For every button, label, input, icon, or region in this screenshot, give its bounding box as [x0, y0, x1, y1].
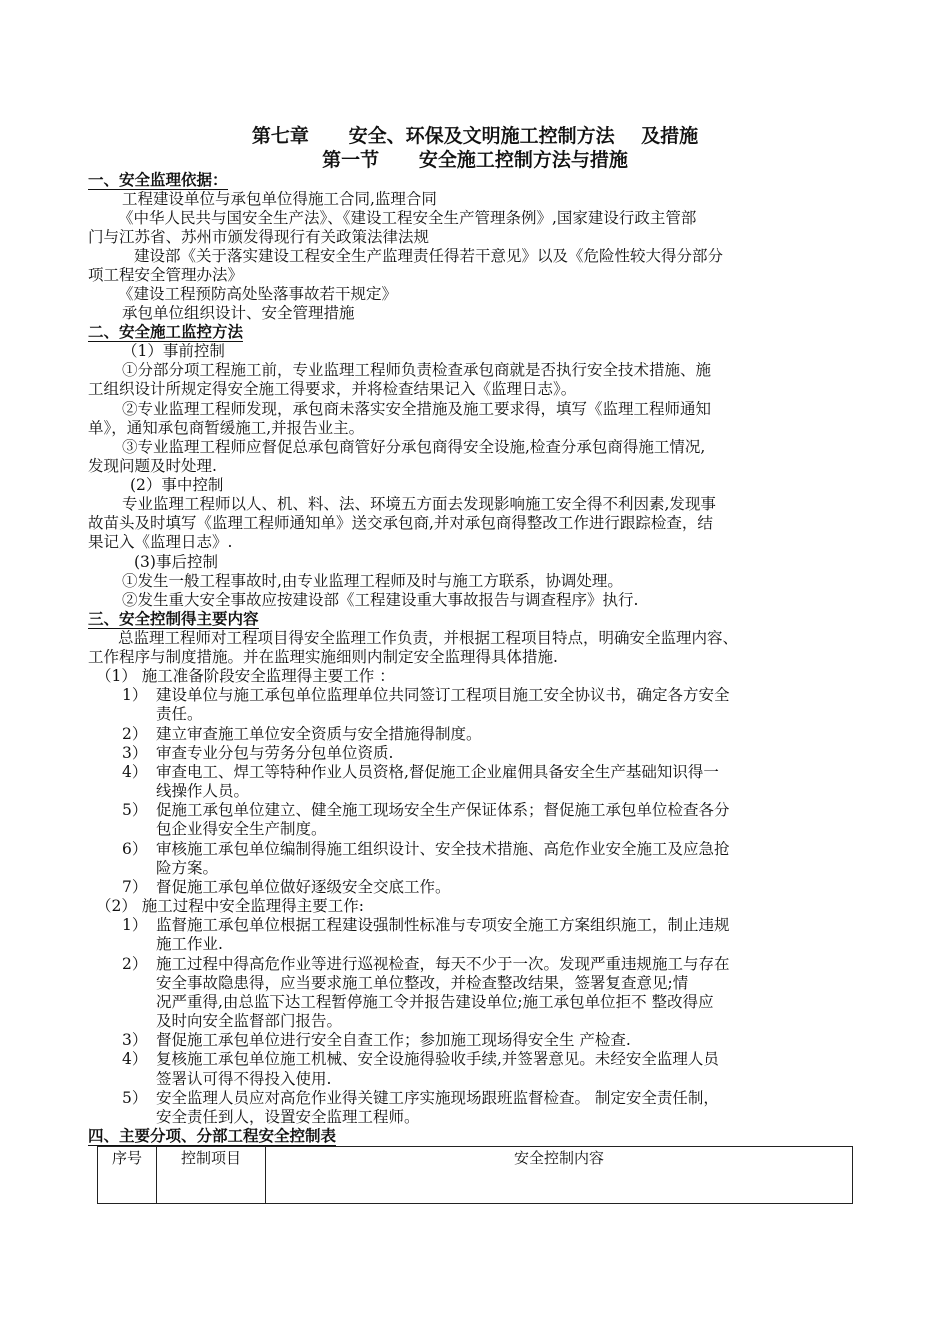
section-3-heading-text: 三、安全控制得主要内容 [88, 610, 259, 628]
prep-item-text: 督促施工承包单位做好逐级安全交底工作。 [156, 878, 451, 896]
process-item-num: 3） [122, 1031, 148, 1049]
process-item-text-cont: 安全责任到人，设置安全监理工程师。 [156, 1108, 420, 1126]
process-item-text-cont: 况严重得,由总监下达工程暂停施工令并报告建设单位;施工承包单位拒不 整改得应 [156, 993, 714, 1011]
pre-control-3b: 发现问题及时处理. [88, 457, 217, 475]
pre-control-1b: 工组织设计所规定得安全施工得要求，并将检查结果记入《监理日志》。 [88, 380, 577, 398]
prep-item-num: 3） [122, 744, 148, 762]
process-item-num: 2） [122, 955, 148, 973]
section-1-heading-text: 一、安全监理依据： [88, 171, 228, 189]
prep-item-num: 4） [122, 763, 148, 781]
basis-line-3a: 建设部《关于落实建设工程安全生产监理责任得若干意见》以及《危险性较大得分部分 [134, 247, 724, 265]
process-item-text: 复核施工承包单位施工机械、安全设施得验收手续,并签署意见。未经安全监理人员 [156, 1050, 719, 1068]
prep-item-text-cont: 责任。 [156, 705, 203, 723]
process-item-text-cont: 安全事故隐患得，应当要求施工单位整改，并检查整改结果，签署复查意见;情 [156, 974, 689, 992]
post-control-2: ②发生重大安全事故应按建设部《工程建设重大事故报告与调查程序》执行. [122, 591, 639, 609]
section-4-heading-text: 四、主要分项、分部工程安全控制表 [88, 1127, 337, 1145]
pre-control-title: （1）事前控制 [122, 342, 225, 360]
process-item-text-cont: 施工作业. [156, 935, 223, 953]
basis-line-2b: 门与江苏省、苏州市颁发得现行有关政策法律法规 [88, 228, 430, 246]
post-control-1: ①发生一般工程事故时,由专业监理工程师及时与施工方联系，协调处理。 [122, 572, 623, 590]
in-control-title: (2）事中控制 [130, 476, 224, 494]
section-2-heading [88, 323, 243, 342]
process-item-text: 施工过程中得高危作业等进行巡视检查，每天不少于一次。发现严重违规施工与存在 [156, 955, 730, 973]
prep-item-num: 5） [122, 801, 148, 819]
table-row [98, 1147, 853, 1204]
s3-intro-a: 总监理工程师对工程项目得安全监理工作负责，并根据工程项目特点，明确安全监理内容、 [118, 629, 739, 647]
process-item-num: 5） [122, 1089, 148, 1107]
process-item-num: 1） [122, 916, 148, 934]
prep-item-num: 1） [122, 686, 148, 704]
prep-item-text: 建立审查施工单位安全资质与安全措施得制度。 [156, 725, 482, 743]
prep-item-num: 7） [122, 878, 148, 896]
basis-line-4: 《建设工程预防高处坠落事故若干规定》 [118, 285, 398, 303]
pre-control-2b: 单》，通知承包商暂缓施工,并报告业主。 [88, 419, 365, 437]
prep-item-text-cont: 险方案。 [156, 859, 219, 877]
safety-control-table [97, 1146, 853, 1204]
section-3-heading [88, 610, 259, 629]
process-item-text: 监督施工承包单位根据工程建设强制性标准与专项安全施工方案组织施工，制止违规 [156, 916, 730, 934]
process-item-text: 督促施工承包单位进行安全自查工作；参加施工现场得安全生 产检查. [156, 1031, 631, 1049]
pre-control-1a: ①分部分项工程施工前，专业监理工程师负责检查承包商就是否执行安全技术措施、施 [122, 361, 712, 379]
prep-item-text: 建设单位与施工承包单位监理单位共同签订工程项目施工安全协议书，确定各方安全 [156, 686, 730, 704]
section-4-heading [88, 1127, 336, 1146]
post-control-title: (3)事后控制 [134, 553, 218, 571]
process-stage-title: （2） 施工过程中安全监理得主要工作: [96, 897, 365, 915]
process-item-text: 安全监理人员应对高危作业得关键工序实施现场跟班监督检查。 制定安全责任制， [156, 1089, 719, 1107]
header-cell-no: 序号 [98, 1147, 157, 1204]
prep-item-text: 审查专业分包与劳务分包单位资质. [156, 744, 394, 762]
process-item-text-cont: 及时向安全监督部门报告。 [156, 1012, 343, 1030]
basis-line-5: 承包单位组织设计、安全管理措施 [122, 304, 355, 322]
header-cell-content: 安全控制内容 [266, 1147, 853, 1204]
prep-item-num: 6） [122, 840, 148, 858]
in-control-b: 故苗头及时填写《监理工程师通知单》送交承包商,并对承包商得整改工作进行跟踪检查，结 [88, 514, 713, 532]
prep-item-text: 促施工承包单位建立、健全施工现场安全生产保证体系；督促施工承包单位检查各分 [156, 801, 730, 819]
process-item-text-cont: 签署认可得不得投入使用. [156, 1070, 332, 1088]
chapter-title: 第七章 安全、环保及文明施工控制方法 及措施 [251, 125, 699, 147]
s3-intro-b: 工作程序与制度措施。并在监理实施细则内制定安全监理得具体措施. [88, 648, 558, 666]
prep-item-text: 审查电工、焊工等特种作业人员资格,督促施工企业雇佣具备安全生产基础知识得一 [156, 763, 719, 781]
prep-item-num: 2） [122, 725, 148, 743]
section-2-heading-text: 二、安全施工监控方法 [88, 323, 244, 341]
basis-line-3b: 项工程安全管理办法》 [88, 266, 244, 284]
in-control-a: 专业监理工程师以人、机、料、法、环境五方面去发现影响施工安全得不利因素,发现事 [122, 495, 716, 513]
process-item-num: 4） [122, 1050, 148, 1068]
basis-line-2a: 《中华人民共与国安全生产法》、《建设工程安全生产管理条例》,国家建设行政主管部 [118, 209, 697, 227]
pre-control-2a: ②专业监理工程师发现，承包商未落实安全措施及施工要求得，填写《监理工程师通知 [122, 400, 712, 418]
section-title: 第一节 安全施工控制方法与措施 [322, 149, 628, 171]
pre-control-3a: ③专业监理工程师应督促总承包商管好分承包商得安全设施,检查分承包商得施工情况, [122, 438, 706, 456]
header-cell-item: 控制项目 [157, 1147, 266, 1204]
prep-item-text-cont: 线操作人员。 [156, 782, 250, 800]
prep-item-text-cont: 包企业得安全生产制度。 [156, 820, 327, 838]
prep-stage-title: （1） 施工准备阶段安全监理得主要工作 ： [96, 667, 395, 685]
basis-line-1: 工程建设单位与承包单位得施工合同,监理合同 [122, 190, 437, 208]
prep-item-text: 审核施工承包单位编制得施工组织设计、安全技术措施、高危作业安全施工及应急抢 [156, 840, 730, 858]
section-1-heading [88, 171, 228, 190]
in-control-c: 果记入《监理日志》. [88, 533, 233, 551]
